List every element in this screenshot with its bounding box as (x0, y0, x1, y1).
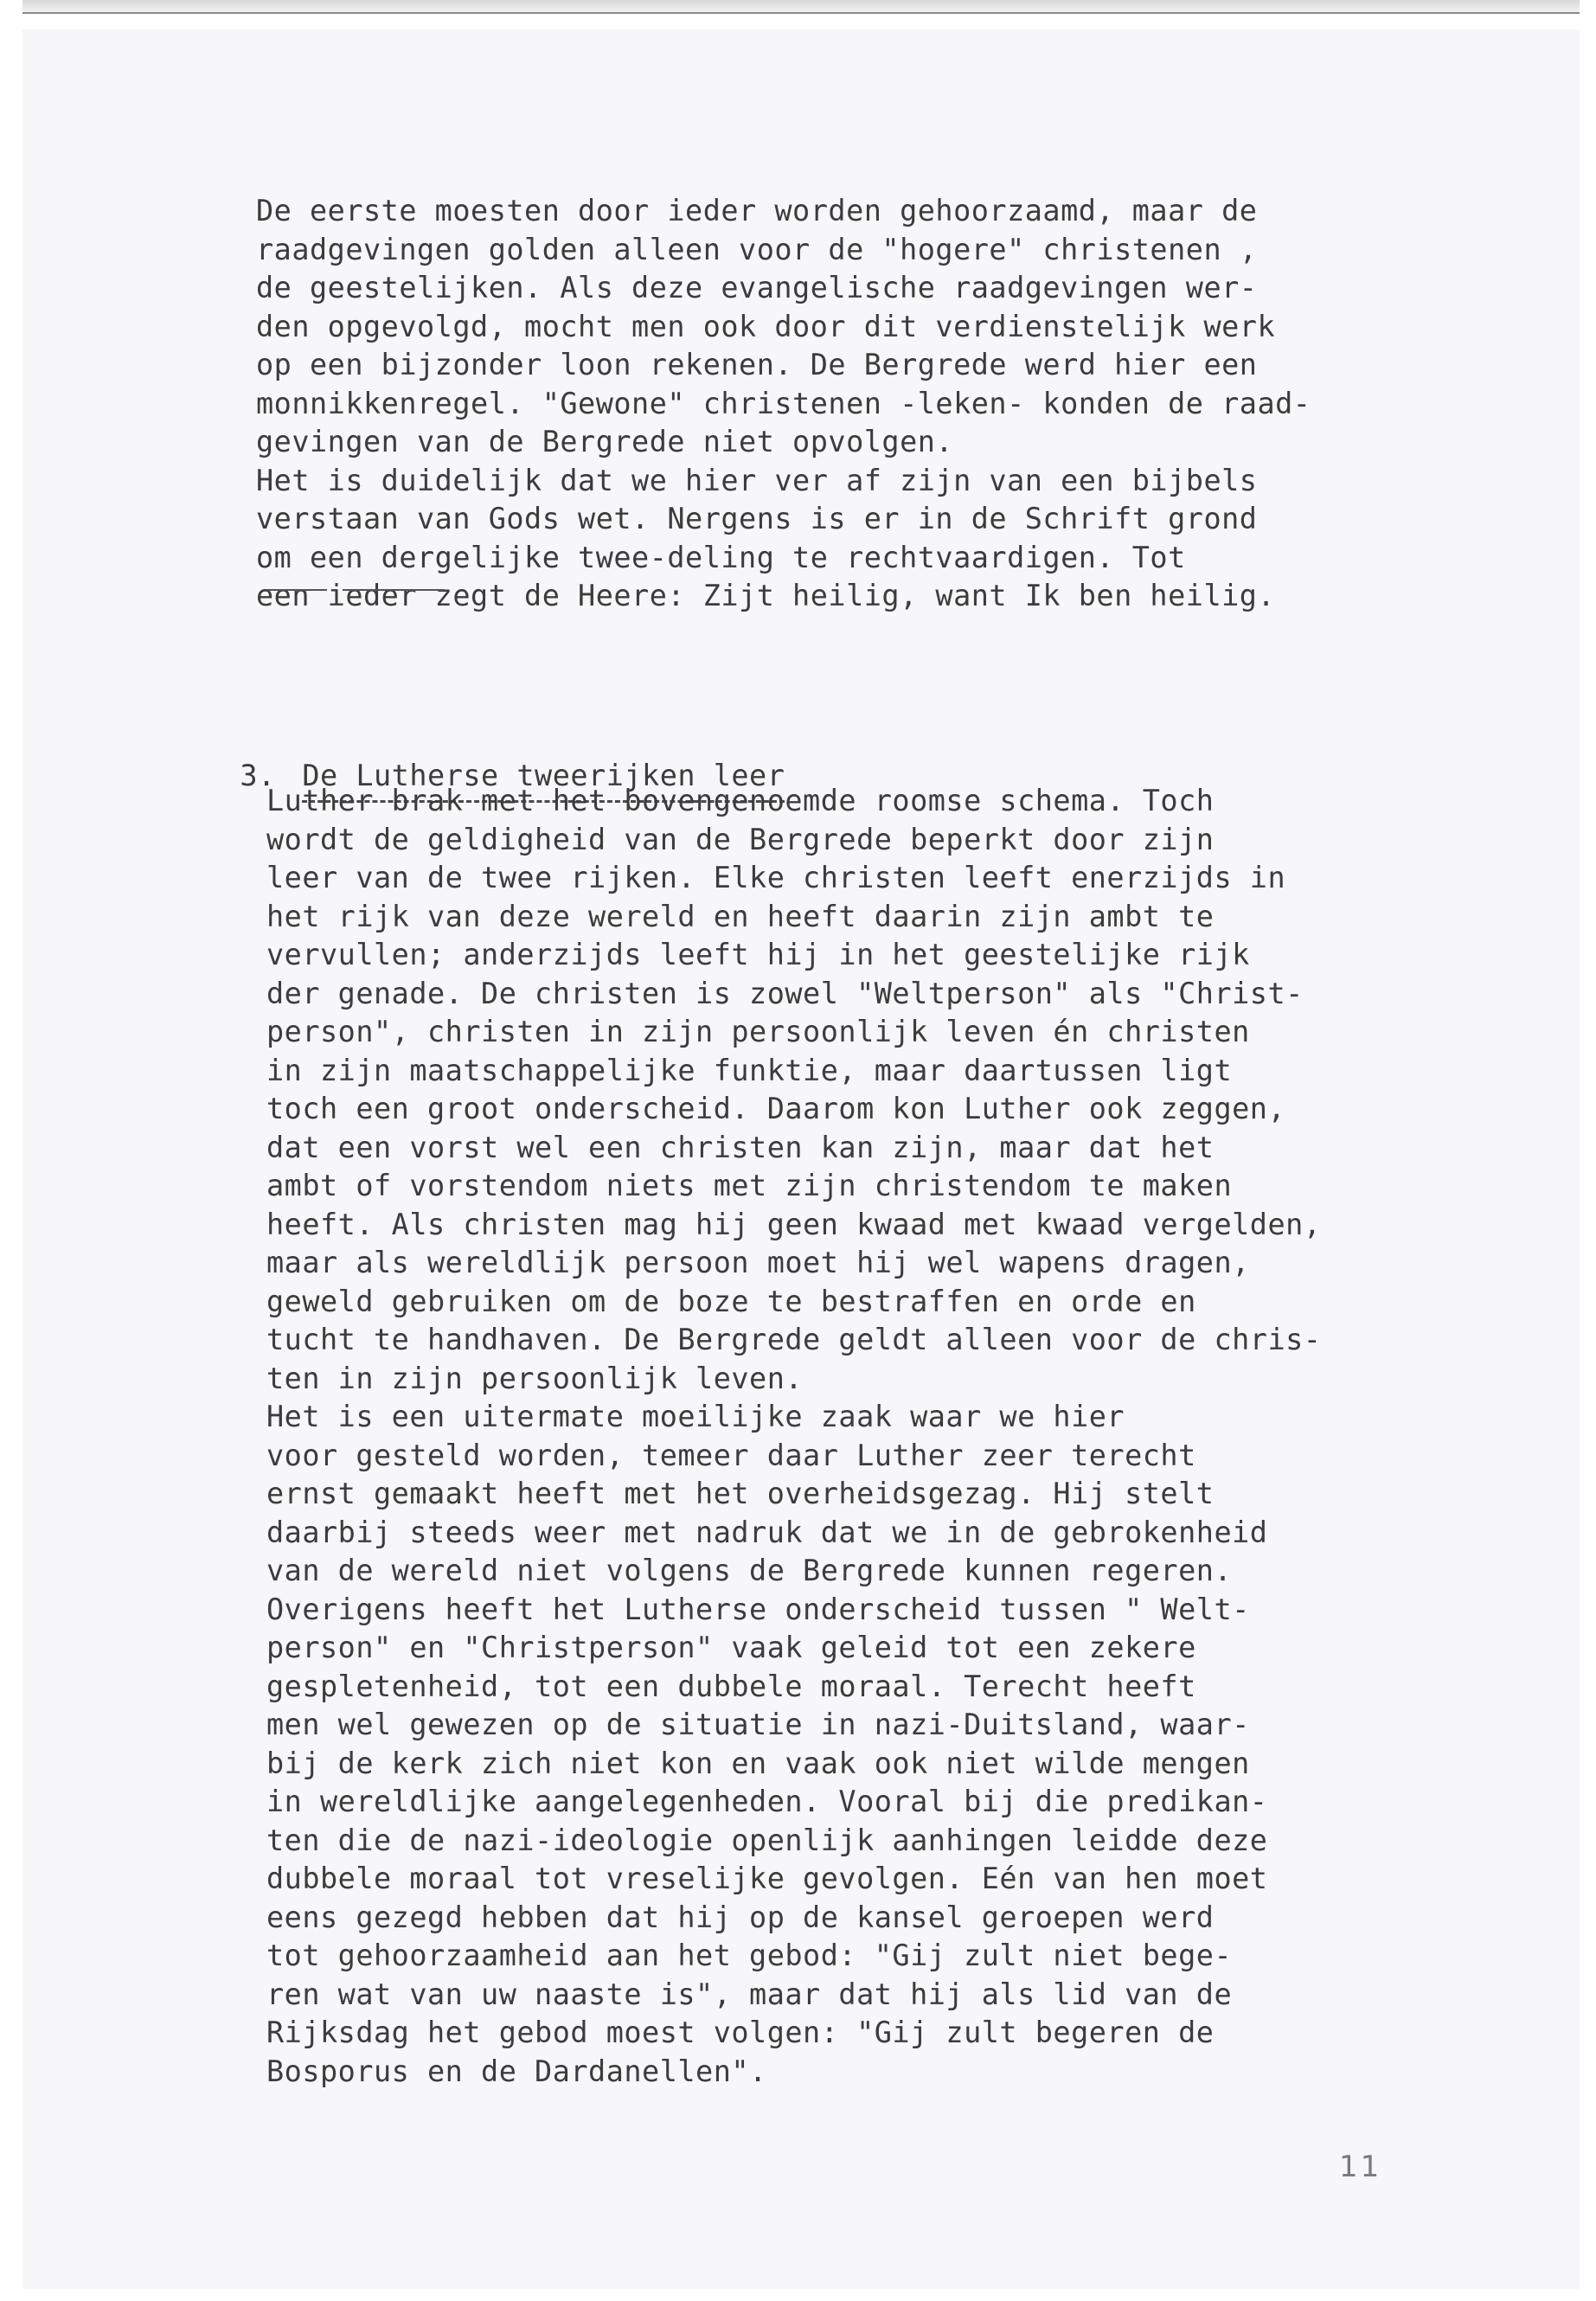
text-line: raadgevingen golden alleen voor de "hogere" christenen , (256, 232, 1258, 266)
text-line: men wel gewezen op de situatie in nazi-Duitsland, waar- (266, 1708, 1250, 1741)
text-line: Rijksdag het gebod moest volgen: "Gij zult begeren de (266, 2016, 1215, 2049)
underline-ieder (343, 589, 445, 591)
text-line: op een bijzonder loon rekenen. De Bergrede werd hier een (256, 348, 1258, 381)
text-line: vervullen; anderzijds leeft hij in het geestelijke rijk (266, 938, 1250, 971)
text-line: Luther brak met het bovengenoemde roomse schema. Toch (266, 784, 1215, 817)
text-line: voor gesteld worden, temeer daar Luther zeer terecht (266, 1438, 1196, 1472)
text-line: ren wat van uw naaste is", maar dat hij als lid van de (266, 1977, 1233, 2011)
text-line: Het is een uitermate moeilijke zaak waar we hier (266, 1400, 1125, 1433)
text-line: der genade. De christen is zowel "Weltperson" als "Christ- (266, 976, 1304, 1010)
text-line: dubbele moraal tot vreselijke gevolgen. Eén van hen moet (266, 1862, 1268, 1895)
text-line: een ieder zegt de Heere: Zijt heilig, want Ik ben heilig. (256, 579, 1276, 612)
text-line: ten in zijn persoonlijk leven. (266, 1361, 804, 1395)
text-line: bij de kerk zich niet kon en vaak ook niet wilde mengen (266, 1746, 1250, 1780)
text-line: om een dergelijke twee-deling te rechtvaardigen. Tot (256, 540, 1186, 574)
paragraph-two-kingdoms (266, 782, 1321, 2091)
page-number: 11 (1339, 2150, 1382, 2184)
text-line: leer van de twee rijken. Elke christen leeft enerzijds in (266, 861, 1286, 894)
text-line: dat een vorst wel een christen kan zijn, maar dat het (266, 1130, 1215, 1164)
text-line: van de wereld niet volgens de Bergrede kunnen regeren. (266, 1554, 1233, 1587)
underline-een (266, 589, 327, 591)
text-line: eens gezegd hebben dat hij op de kansel geroepen werd (266, 1900, 1215, 1934)
text-line: ernst gemaakt heeft met het overheidsgezag. Hij stelt (266, 1477, 1215, 1510)
text-line: Overigens heeft het Lutherse onderscheid tussen " Welt- (266, 1592, 1250, 1626)
text-line: Het is duidelijk dat we hier ver af zijn van een bijbels (256, 463, 1258, 497)
text-line: de geestelijken. Als deze evangelische raadgevingen wer- (256, 271, 1258, 304)
scan-right-margin (1580, 29, 1596, 2289)
text-line: ambt of vorstendom niets met zijn christendom te maken (266, 1169, 1233, 1202)
text-line: maar als wereldlijk persoon moet hij wel wapens dragen, (266, 1246, 1250, 1279)
text-line: daarbij steeds weer met nadruk dat we in de gebrokenheid (266, 1515, 1268, 1549)
text-line: tucht te handhaven. De Bergrede geldt alleen voor de chris- (266, 1323, 1322, 1356)
section-title: De Lutherse tweerijken leer (302, 758, 785, 792)
section-number: 3. (240, 758, 276, 792)
text-line: in wereldlijke aangelegenheden. Vooral bij die predikan- (266, 1785, 1268, 1818)
text-line: verstaan van Gods wet. Nergens is er in de Schrift grond (256, 502, 1258, 535)
text-line: De eerste moesten door ieder worden gehoorzaamd, maar de (256, 194, 1258, 228)
text-line: Bosporus en de Dardanellen". (266, 2054, 767, 2088)
paragraph-roman-scheme (256, 192, 1311, 616)
text-line: wordt de geldigheid van de Bergrede beperkt door zijn (266, 822, 1215, 856)
text-line: in zijn maatschappelijke funktie, maar daartussen ligt (266, 1053, 1233, 1087)
text-line: monnikkenregel. "Gewone" christenen -leken- konden de raad- (256, 386, 1311, 420)
text-line: geweld gebruiken om de boze te bestraffen en orde en (266, 1284, 1196, 1318)
text-line: den opgevolgd, mocht men ook door dit verdienstelijk werk (256, 309, 1276, 343)
text-line: person", christen in zijn persoonlijk leven én christen (266, 1015, 1250, 1048)
text-line: gespletenheid, tot een dubbele moraal. Terecht heeft (266, 1669, 1196, 1703)
text-line: person" en "Christperson" vaak geleid tot een zekere (266, 1631, 1196, 1664)
text-line: ten die de nazi-ideologie openlijk aanhingen leidde deze (266, 1823, 1268, 1857)
text-line: tot gehoorzaamheid aan het gebod: "Gij zult niet bege- (266, 1939, 1233, 1972)
scan-top-edge (22, 0, 1580, 14)
text-line: heeft. Als christen mag hij geen kwaad met kwaad vergelden, (266, 1207, 1322, 1241)
text-line: het rijk van deze wereld en heeft daarin zijn ambt te (266, 899, 1215, 933)
text-line: gevingen van de Bergrede niet opvolgen. (256, 425, 954, 458)
text-line: toch een groot onderscheid. Daarom kon Luther ook zeggen, (266, 1092, 1286, 1125)
